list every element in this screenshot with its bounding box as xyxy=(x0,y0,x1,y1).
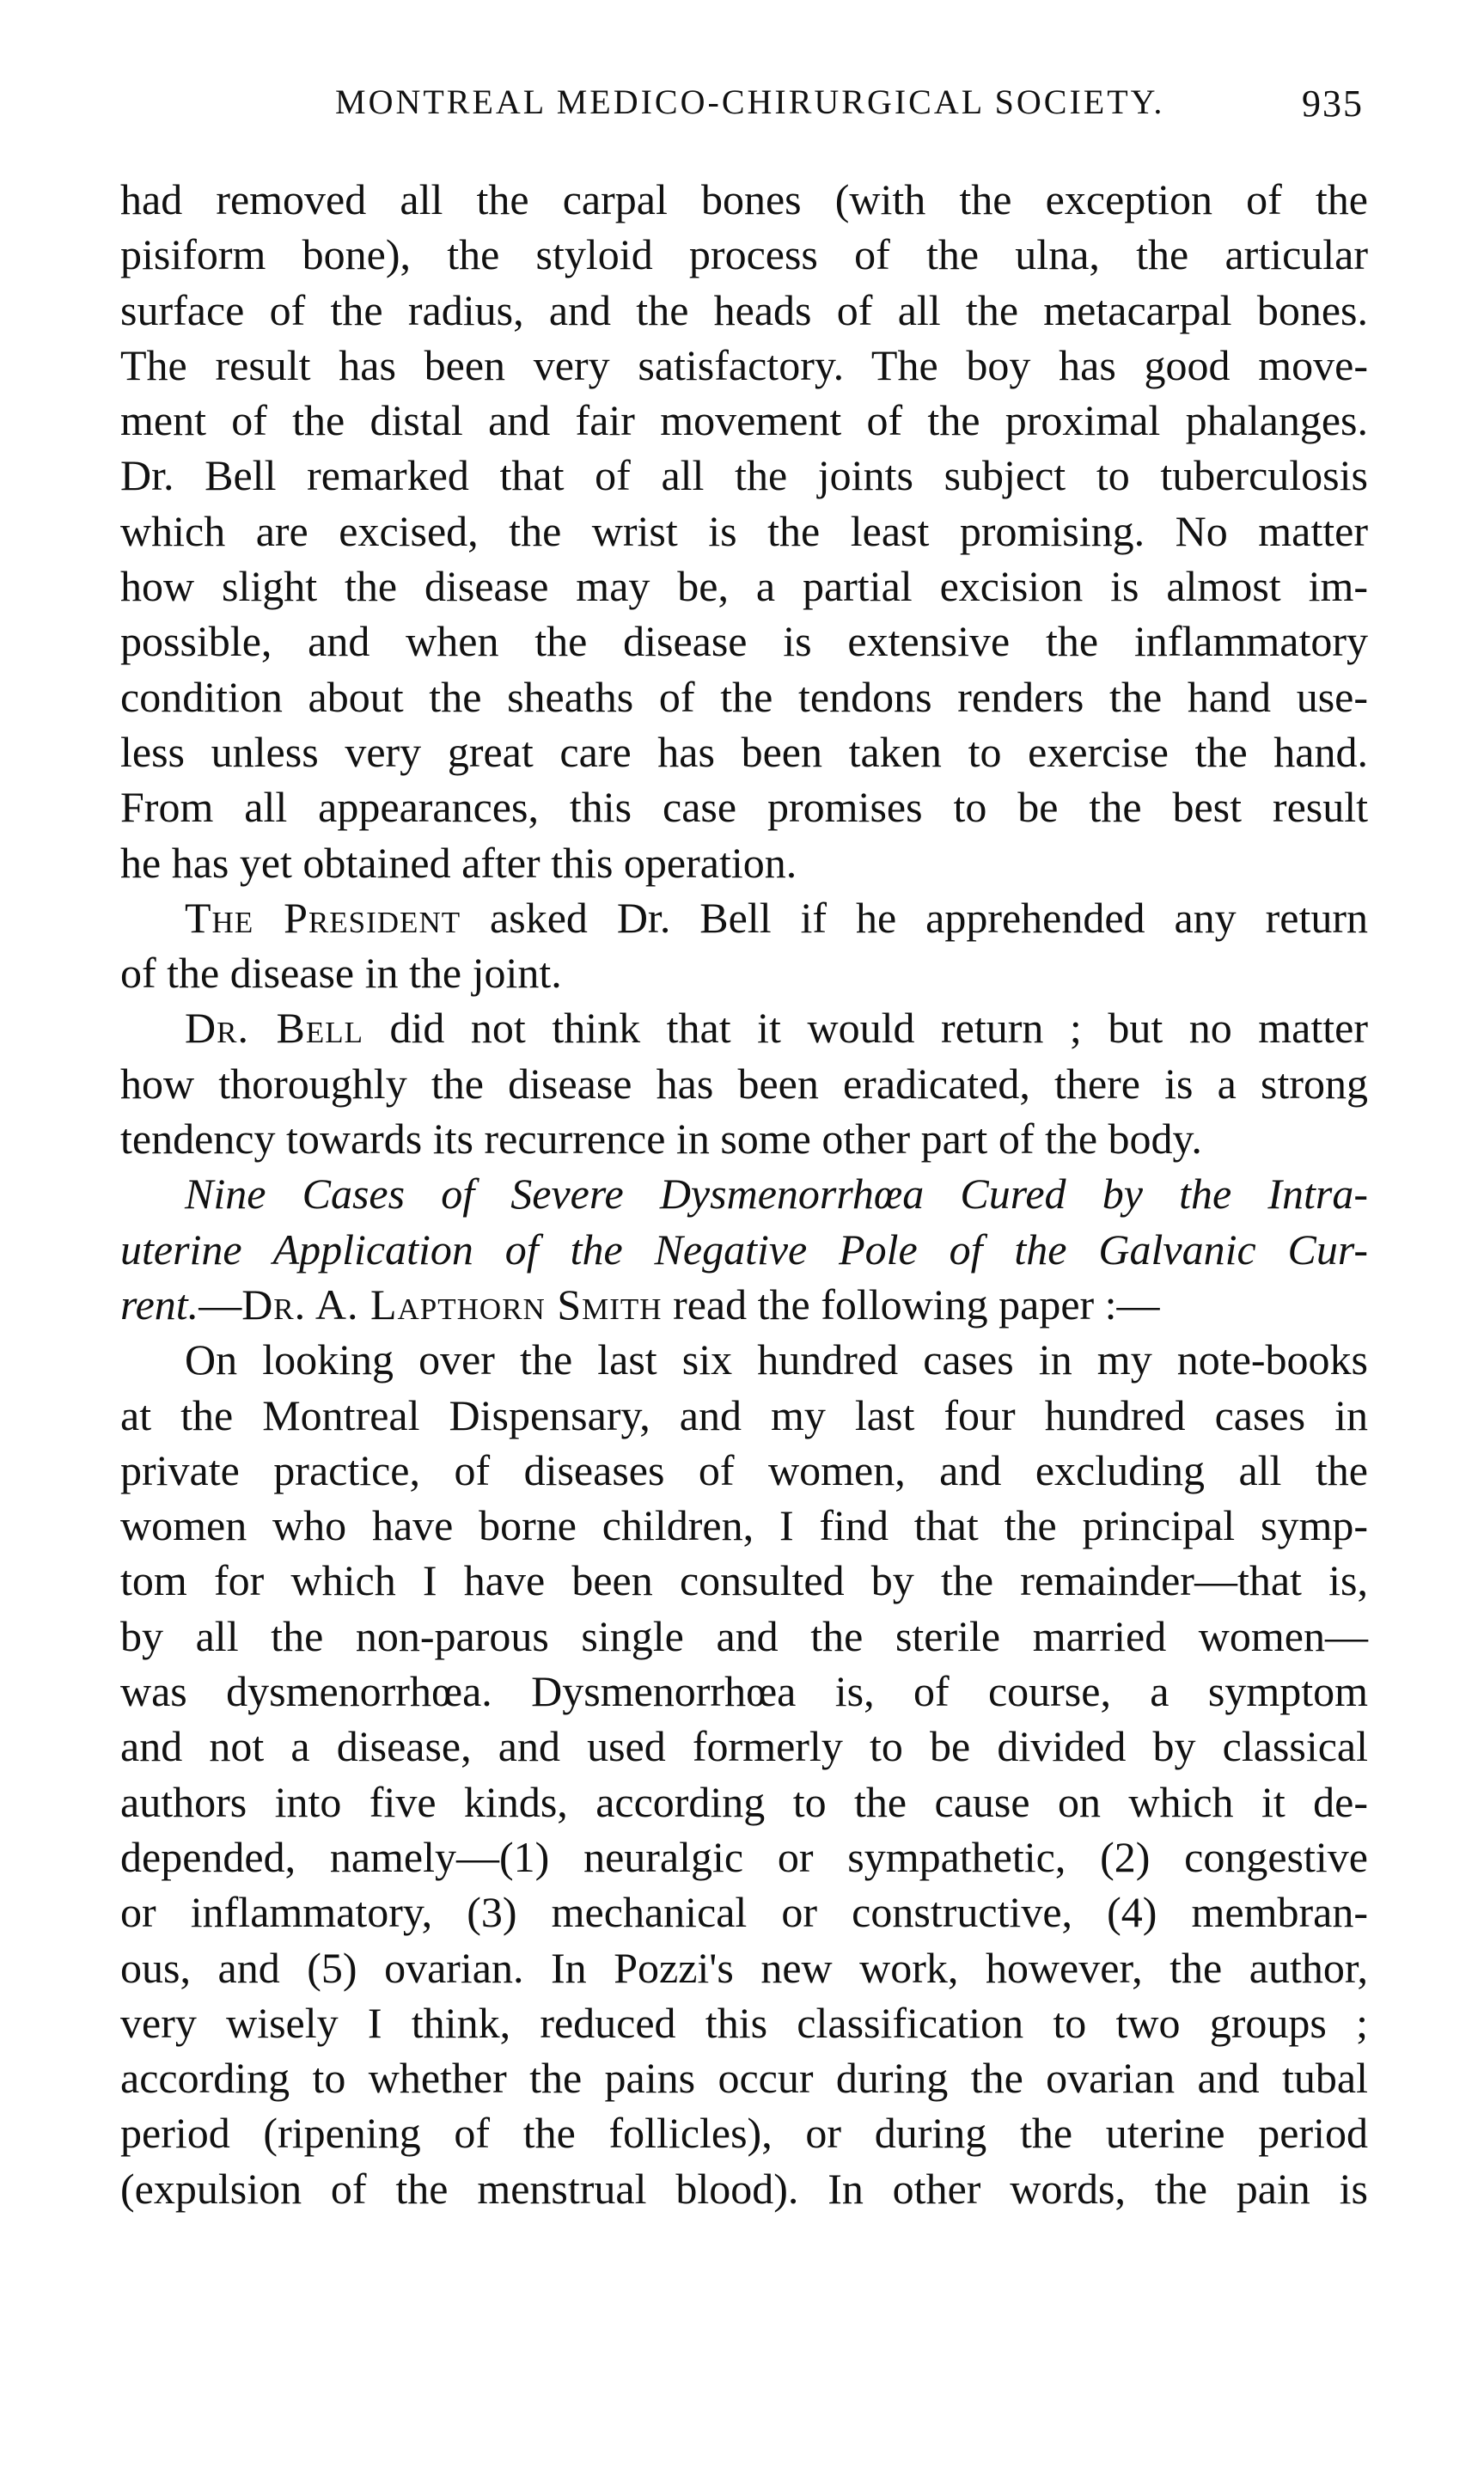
text-line: how thoroughly the disease has been eradicated, there is a strong xyxy=(120,1059,1368,1108)
text-line: of the disease in the joint. xyxy=(120,949,562,998)
text-line: Dr. Bell remarked that of all the joints subject to tuberculosis xyxy=(120,451,1368,500)
text-line xyxy=(120,1000,1368,1055)
text-line: tendency towards its recurrence in some other part of the body. xyxy=(120,1115,1202,1164)
text-line: women who have borne children, I find that the principal symp- xyxy=(120,1501,1368,1550)
text-line: he has yet obtained after this operation. xyxy=(120,838,797,887)
author-name: Dr. A. Lapthorn Smith xyxy=(241,1280,663,1329)
text-line: The result has been very satisfactory. The boy has good move- xyxy=(120,340,1368,389)
text-line: less unless very great care has been taken to exercise the hand. xyxy=(120,727,1368,776)
text-run: did not think that it would return ; but no matter xyxy=(363,1004,1369,1053)
text-line: pisiform bone), the styloid process of the ulna, the articular xyxy=(120,230,1368,279)
text-line: condition about the sheaths of the tendons renders the hand use- xyxy=(120,672,1368,721)
running-title: MONTREAL MEDICO-CHIRURGICAL SOCIETY. xyxy=(335,82,1165,121)
text-line: tom for which I have been consulted by the remainder—that is, xyxy=(120,1556,1368,1605)
dash: — xyxy=(198,1280,242,1329)
text-line: possible, and when the disease is extensive the inflammatory xyxy=(120,617,1368,666)
text-line: had removed all the carpal bones (with the exception of the xyxy=(120,175,1368,223)
paper-title-line: rent. xyxy=(120,1280,199,1329)
text-line: surface of the radius, and the heads of all the metacarpal bones. xyxy=(120,285,1368,334)
text-line: at the Montreal Dispensary, and my last four hundred cases in xyxy=(120,1390,1368,1439)
text-line: how slight the disease may be, a partial excision is almost im- xyxy=(120,562,1368,611)
paragraph-president-question xyxy=(120,890,1368,1001)
text-line: which are excised, the wrist is the least promising. No matter xyxy=(120,506,1368,555)
text-line: and not a disease, and used formerly to be divided by classical xyxy=(120,1722,1368,1771)
paragraph-paper-body xyxy=(120,1332,1368,2216)
paragraph-bell-reply xyxy=(120,1000,1368,1166)
text-line: (expulsion of the menstrual blood). In other words, the pain is xyxy=(120,2164,1368,2213)
body-text xyxy=(120,172,1368,2216)
text-run: read the following paper :— xyxy=(662,1280,1160,1329)
text-line: depended, namely—(1) neuralgic or sympathetic, (2) congestive xyxy=(120,1832,1368,1881)
text-line: From all appearances, this case promises to be the best result xyxy=(120,783,1368,832)
text-line: very wisely I think, reduced this classification to two groups ; xyxy=(120,1998,1368,2047)
text-line xyxy=(120,1277,1368,1332)
paper-title-line: Nine Cases of Severe Dysmenorrhœa Cured by the Intra- xyxy=(185,1170,1368,1219)
text-line xyxy=(120,890,1368,945)
text-line: authors into five kinds, according to the cause on which it de- xyxy=(120,1777,1368,1826)
text-line: according to whether the pains occur during the ovarian and tubal xyxy=(120,2054,1368,2103)
text-line: was dysmenorrhœa. Dysmenorrhœa is, of course, a symptom xyxy=(120,1667,1368,1716)
text-line: period (ripening of the follicles), or during the uterine period xyxy=(120,2109,1368,2158)
running-head xyxy=(120,82,1364,133)
paper-title-line: uterine Application of the Negative Pole of the Galvanic Cur- xyxy=(120,1225,1368,1274)
paragraph-paper-title xyxy=(120,1166,1368,1332)
paragraph-case-report xyxy=(120,172,1368,890)
speaker-name: Dr. Bell xyxy=(185,1004,363,1053)
text-line: ous, and (5) ovarian. In Pozzi's new work, however, the author, xyxy=(120,1943,1368,1992)
text-line: by all the non-parous single and the sterile married women— xyxy=(120,1611,1368,1660)
text-line: or inflammatory, (3) mechanical or constructive, (4) membran- xyxy=(120,1888,1368,1937)
page-number: 935 xyxy=(1302,82,1364,125)
text-line: private practice, of diseases of women, and excluding all the xyxy=(120,1445,1368,1494)
speaker-name: The President xyxy=(185,893,461,942)
text-run: asked Dr. Bell if he apprehended any return xyxy=(461,893,1368,942)
text-line: ment of the distal and fair movement of the proximal phalanges. xyxy=(120,396,1368,445)
text-line: On looking over the last six hundred cases in my note-books xyxy=(185,1335,1368,1384)
